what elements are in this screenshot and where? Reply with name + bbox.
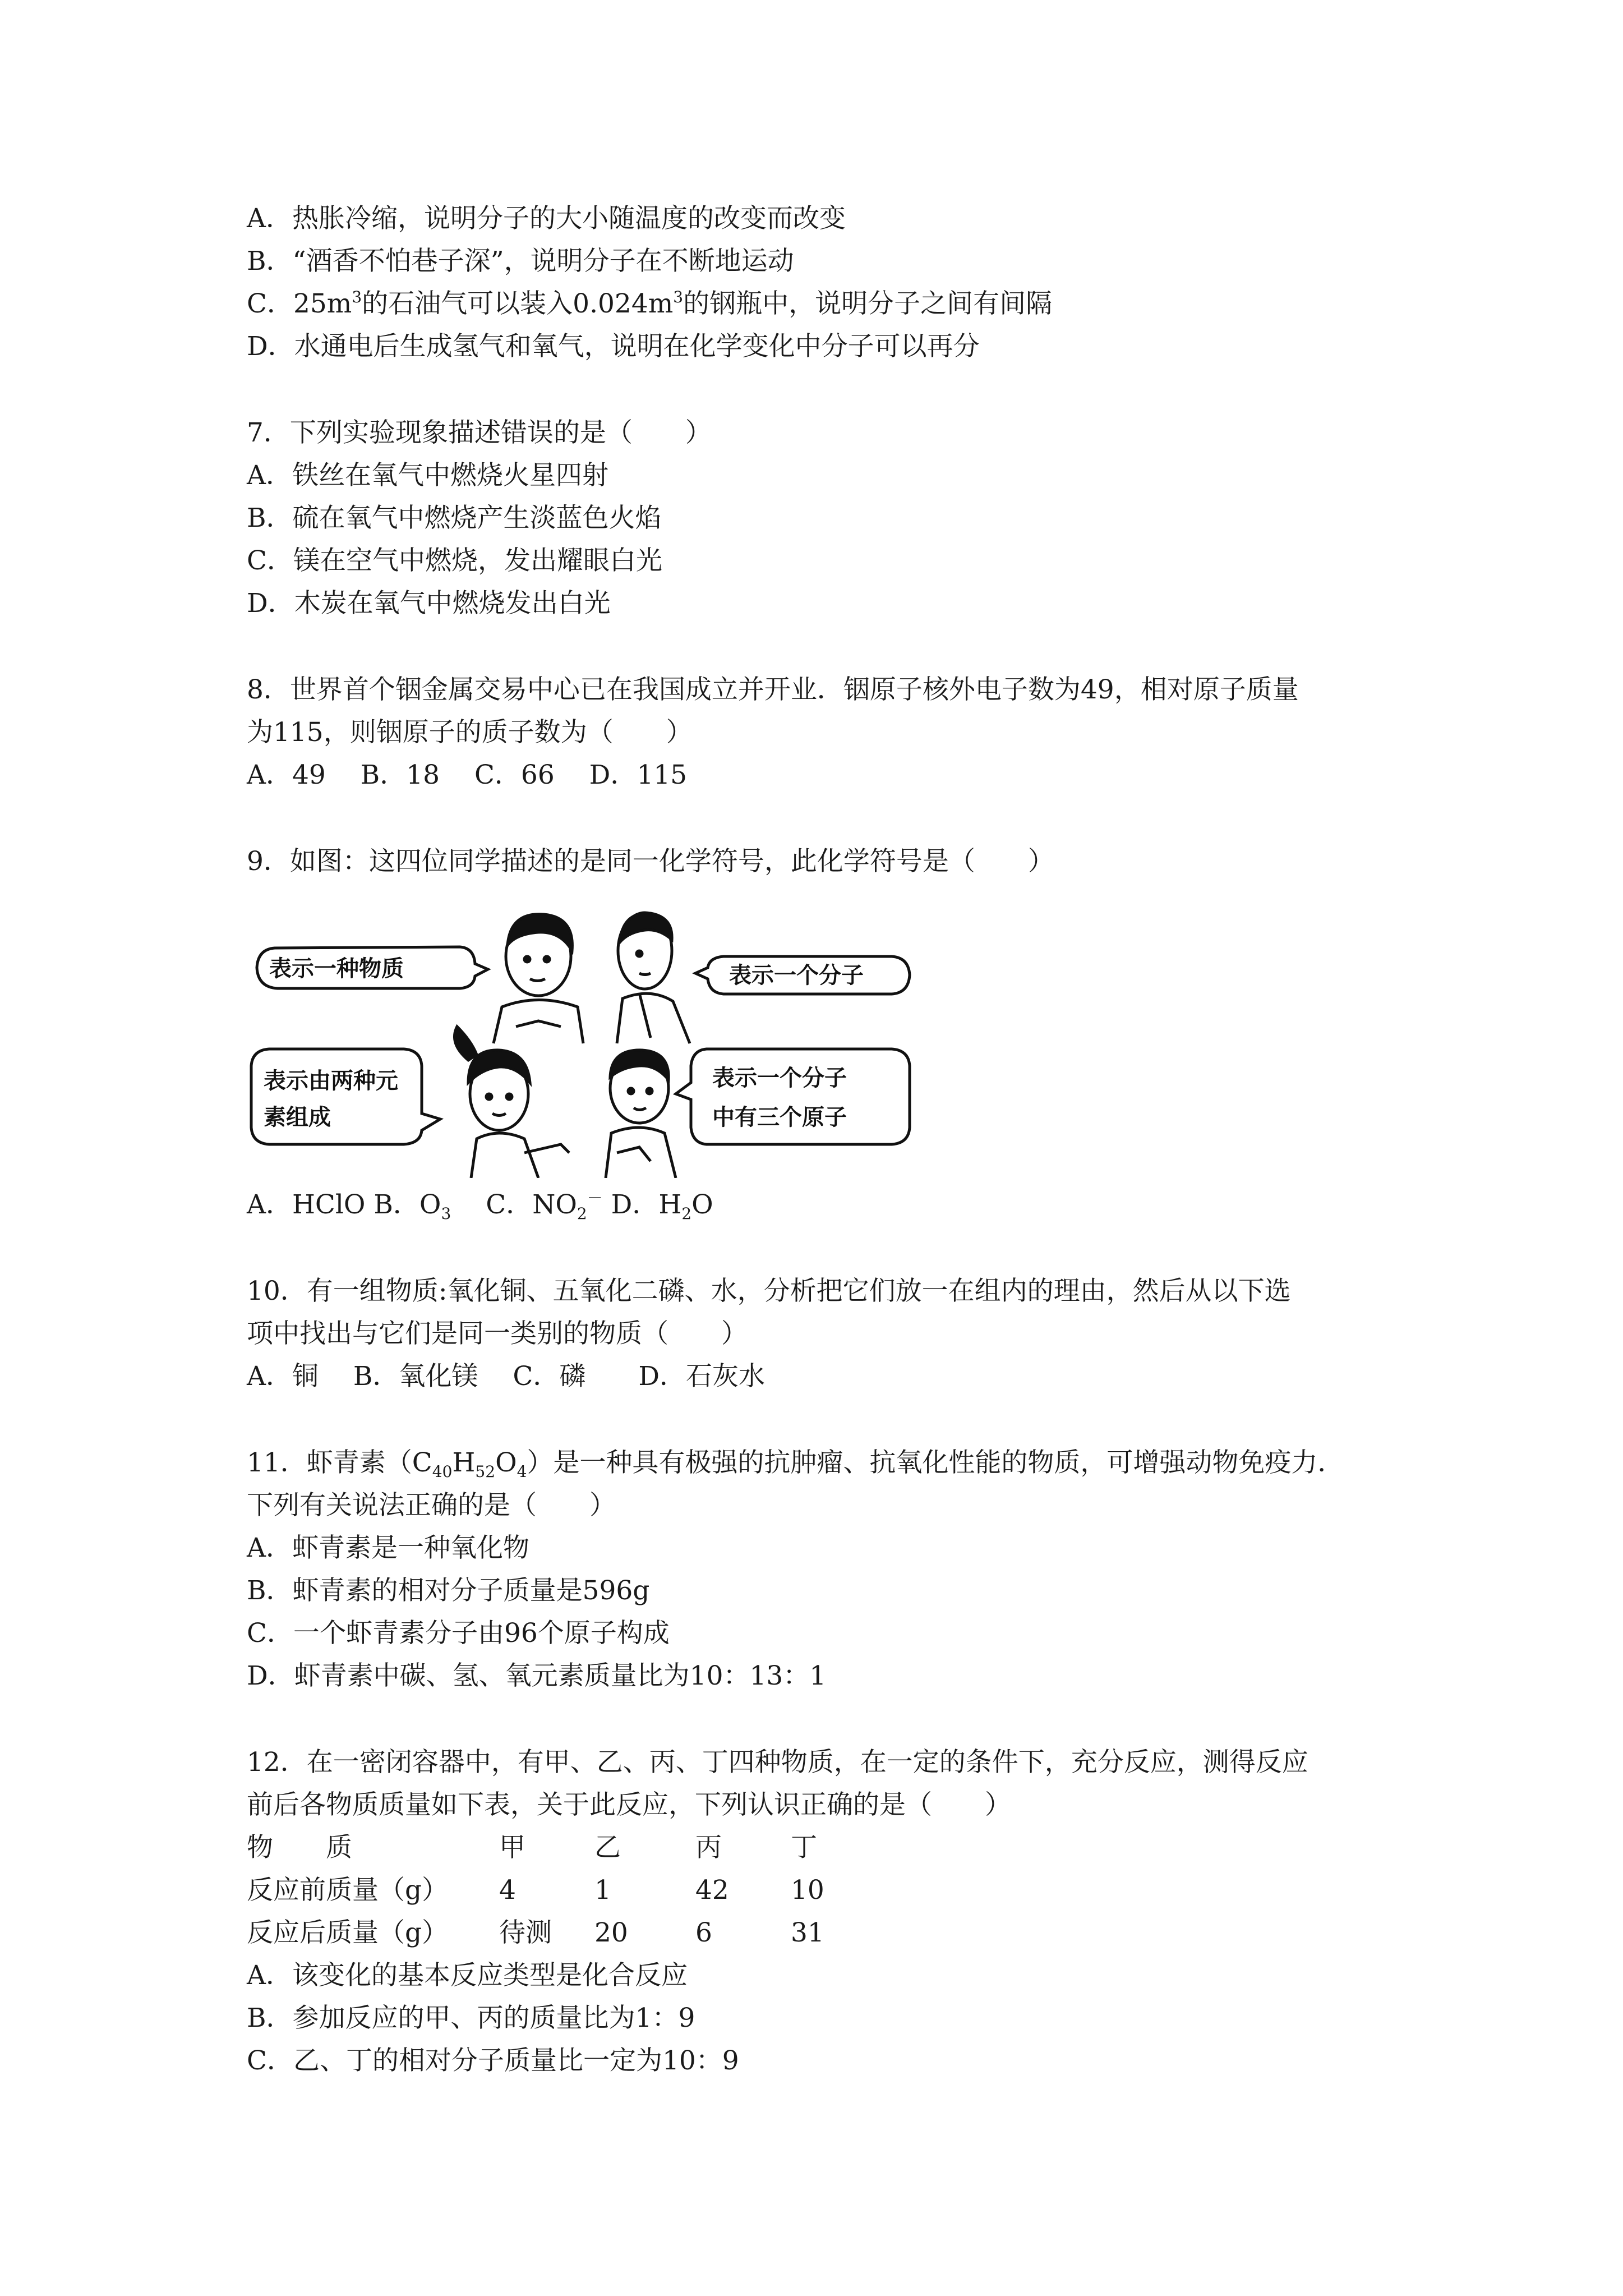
q10-stem-line1: 10．有一组物质:氧化铜、五氧化二磷、水，分析把它们放一在组内的理由，然后从以下选	[247, 1276, 1291, 1306]
q6-option-c-post: 的钢瓶中，说明分子之间有间隔	[683, 288, 1053, 319]
q9-option-d-end: O	[691, 1189, 713, 1220]
q12-option-b: B．参加反应的甲、丙的质量比为1：9	[247, 2003, 695, 2033]
q9-option-d: D．H	[602, 1189, 682, 1220]
table-header-cell: 乙	[594, 1832, 621, 1863]
q6-option-c-mid: 的石油气可以装入0.024m	[362, 288, 674, 319]
table-cell: 10	[791, 1875, 824, 1906]
q6-option-c-pre: C．25m	[247, 288, 352, 319]
q11-option-a: A．虾青素是一种氧化物	[247, 1533, 529, 1563]
q11-stem-pre: 11．虾青素（C	[247, 1447, 432, 1478]
bubble-4-text-line2: 中有三个原子	[712, 1105, 847, 1130]
q9-cartoon-svg	[247, 898, 920, 1178]
q8-options: A．49 B．18 C．66 D．115	[247, 760, 688, 790]
q9-no2-charge: －	[587, 1189, 603, 1207]
q6-option-d: D．水通电后生成氢气和氧气，说明在化学变化中分子可以再分	[247, 331, 980, 362]
q11-h-symbol: H	[452, 1447, 476, 1478]
q11-option-b: B．虾青素的相对分子质量是596g	[247, 1575, 650, 1606]
table-cell: 待测	[499, 1917, 552, 1948]
q11-c-subscript: 40	[432, 1462, 453, 1481]
q11-o-subscript: 4	[517, 1462, 527, 1481]
q7-stem: 7．下列实验现象描述错误的是（ ）	[247, 417, 712, 448]
q9-cartoon-figure	[247, 898, 920, 1178]
q8-stem-line2: 为115，则铟原子的质子数为（ ）	[247, 717, 693, 748]
table-cell: 42	[695, 1875, 729, 1906]
table-cell: 6	[695, 1917, 712, 1948]
q9-option-a-b: A．HClO B．O	[247, 1189, 441, 1220]
q6-option-a: A．热胀冷缩，说明分子的大小随温度的改变而改变	[247, 203, 846, 234]
q9-h2o-subscript: 2	[681, 1204, 692, 1223]
q11-stem-line2: 下列有关说法正确的是（ ）	[247, 1490, 616, 1521]
q8-stem-line1: 8．世界首个铟金属交易中心已在我国成立并开业．铟原子核外电子数为49，相对原子质量	[247, 674, 1299, 705]
bubble-3-text-line1: 表示由两种元	[264, 1068, 398, 1094]
table-row	[0, 1916, 1623, 1950]
table-cell: 4	[499, 1875, 516, 1906]
table-cell: 1	[594, 1875, 611, 1906]
table-cell: 20	[594, 1917, 628, 1948]
q9-option-c: C．NO	[451, 1189, 577, 1220]
table-row	[0, 1874, 1623, 1907]
q6-option-c	[247, 287, 1052, 321]
q12-stem-line1: 12．在一密闭容器中，有甲、乙、丙、丁四种物质，在一定的条件下，充分反应，测得反应	[247, 1747, 1308, 1778]
q11-option-d: D．虾青素中碳、氢、氧元素质量比为10：13：1	[247, 1660, 827, 1691]
q6-superscript-2: 3	[673, 288, 684, 306]
bubble-4-text-line1: 表示一个分子	[712, 1065, 847, 1091]
q11-stem-post: ）是一种具有极强的抗肿瘤、抗氧化性能的物质，可增强动物免疫力．	[527, 1447, 1344, 1478]
student-boy-4-icon	[606, 1050, 676, 1178]
q10-options: A．铜 B．氧化镁 C．磷 D．石灰水	[247, 1361, 766, 1392]
student-girl-3-icon	[455, 1027, 570, 1178]
bubble-2-text: 表示一个分子	[729, 963, 864, 988]
q12-option-c: C．乙、丁的相对分子质量比一定为10：9	[247, 2045, 739, 2076]
q12-stem-line2: 前后各物质质量如下表，关于此反应，下列认识正确的是（ ）	[247, 1789, 1011, 1820]
q11-h-subscript: 52	[475, 1462, 496, 1481]
q7-option-b: B．硫在氧气中燃烧产生淡蓝色火焰	[247, 503, 662, 533]
q7-option-d: D．木炭在氧气中燃烧发出白光	[247, 588, 611, 619]
q6-option-b: B．“酒香不怕巷子深”，说明分子在不断地运动	[247, 246, 794, 277]
q9-stem: 9．如图：这四位同学描述的是同一化学符号，此化学符号是（ ）	[247, 846, 1054, 877]
table-header-cell: 丙	[695, 1832, 722, 1863]
q11-stem-line1	[247, 1446, 1344, 1480]
q9-no2-subscript: 2	[577, 1204, 587, 1223]
table-cell: 反应后质量（g）	[247, 1917, 449, 1948]
table-cell: 反应前质量（g）	[247, 1875, 449, 1906]
q6-superscript-1: 3	[352, 288, 362, 306]
student-boy-1-icon	[494, 914, 583, 1043]
bubble-1-text: 表示一种物质	[269, 956, 404, 982]
table-header-cell: 甲	[499, 1832, 525, 1863]
q7-option-a: A．铁丝在氧气中燃烧火星四射	[247, 460, 608, 491]
table-cell: 31	[791, 1917, 824, 1948]
student-man-2-icon	[617, 913, 690, 1043]
q11-option-c: C．一个虾青素分子由96个原子构成	[247, 1618, 670, 1649]
q9-options	[247, 1188, 713, 1222]
bubble-3-text-line2: 素组成	[264, 1105, 331, 1130]
q11-o-symbol: O	[495, 1447, 517, 1478]
q9-o3-subscript: 3	[441, 1204, 451, 1223]
table-header-cell: 物 质	[247, 1832, 352, 1863]
table-header-cell: 丁	[791, 1832, 817, 1863]
q7-option-c: C．镁在空气中燃烧，发出耀眼白光	[247, 545, 662, 576]
q12-option-a: A．该变化的基本反应类型是化合反应	[247, 1960, 688, 1991]
q10-stem-line2: 项中找出与它们是同一类别的物质（ ）	[247, 1318, 748, 1349]
table-header-row	[0, 1831, 1623, 1865]
